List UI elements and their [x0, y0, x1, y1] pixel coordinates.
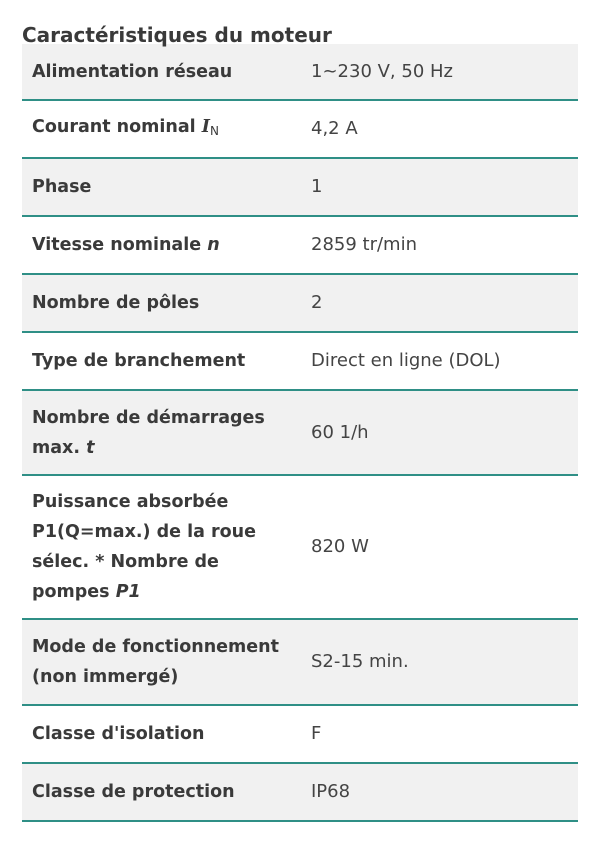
spec-row-rated-speed	[22, 216, 578, 274]
spec-value: 1~230 V, 50 Hz	[303, 44, 578, 100]
spec-value: S2-15 min.	[303, 619, 578, 705]
spec-label: Courant nominal $I_N$	[22, 100, 303, 158]
spec-symbol: I	[201, 117, 210, 137]
spec-symbol: P1	[115, 582, 141, 602]
spec-row-protection-class	[22, 763, 578, 821]
spec-row-poles	[22, 274, 578, 332]
spec-row-max-starts	[22, 390, 578, 475]
spec-value: Direct en ligne (DOL)	[303, 332, 578, 390]
spec-value: 2	[303, 274, 578, 332]
spec-label: Type de branchement	[22, 332, 303, 390]
spec-symbol: t	[86, 437, 95, 458]
spec-value: 60 1/h	[303, 390, 578, 475]
spec-row-power-supply	[22, 44, 578, 100]
spec-value: F	[303, 705, 578, 763]
spec-symbol: n	[207, 235, 220, 255]
spec-row-connection-type	[22, 332, 578, 390]
spec-symbol-subscript: N	[209, 124, 219, 138]
spec-value: 4,2 A	[303, 100, 578, 158]
spec-value: IP68	[303, 763, 578, 821]
spec-label: Nombre de pôles	[22, 274, 303, 332]
spec-row-rated-current	[22, 100, 578, 158]
spec-value: 820 W	[303, 475, 578, 619]
spec-label: Mode de fonctionnement (non immergé)	[22, 619, 303, 705]
spec-row-phase	[22, 158, 578, 216]
spec-row-operating-mode	[22, 619, 578, 705]
spec-label: Nombre de démarrages max. t	[22, 390, 303, 475]
spec-label: Classe d'isolation	[22, 705, 303, 763]
spec-label: Phase	[22, 158, 303, 216]
spec-value: 1	[303, 158, 578, 216]
spec-row-insulation-class	[22, 705, 578, 763]
section-title: Caractéristiques du moteur	[22, 23, 332, 47]
spec-label: Vitesse nominale n	[22, 216, 303, 274]
spec-label: Classe de protection	[22, 763, 303, 821]
spec-value: 2859 tr/min	[303, 216, 578, 274]
spec-row-power-input	[22, 475, 578, 619]
spec-label: Alimentation réseau	[22, 44, 303, 100]
spec-label: Puissance absorbée P1(Q=max.) de la roue sélec. * Nombre de pompes P1	[22, 475, 303, 619]
motor-specs-table	[22, 44, 578, 822]
